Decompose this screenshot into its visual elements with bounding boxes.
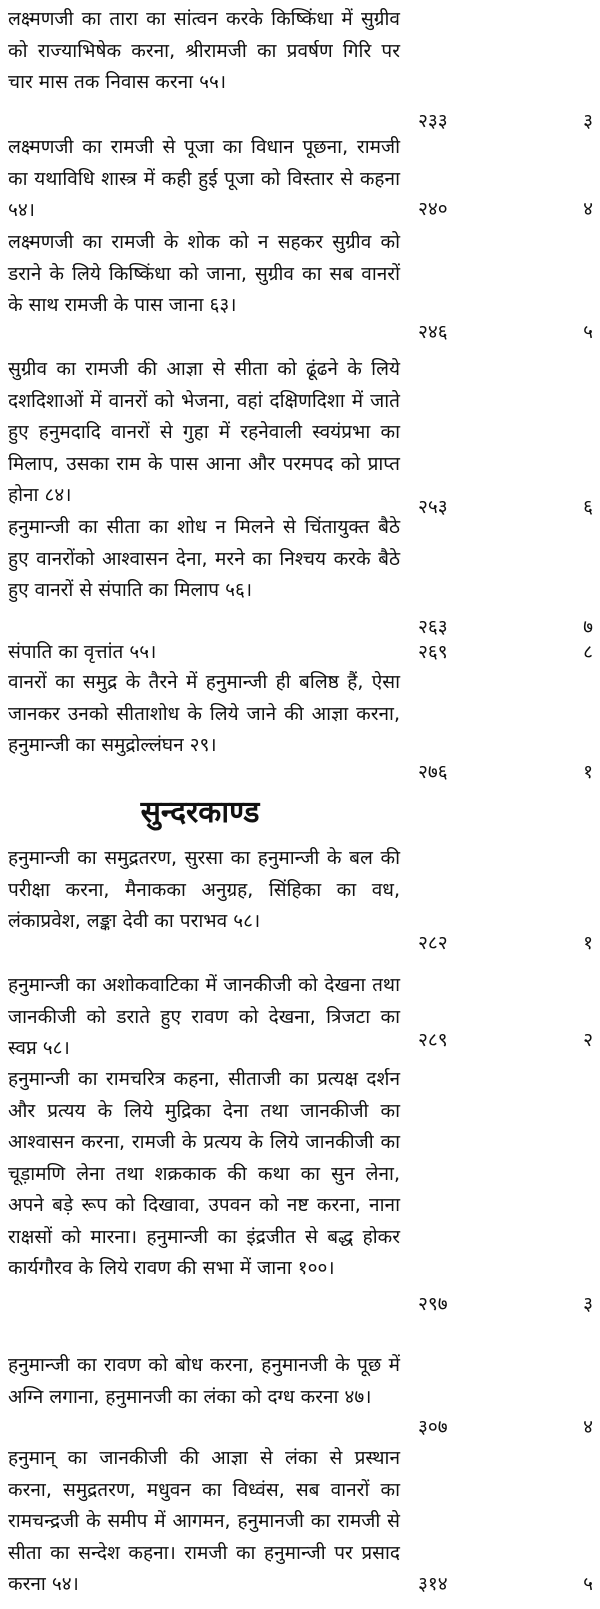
entry-description: लक्ष्मणजी का रामजी के शोक को न सहकर सुग्रीव को डराने के लिये किष्किंधा को जाना, सुग्रीव का सब वानरों के साथ रामजी के पास जाना ६३। [8,231,400,316]
page-number: २८९ [418,1029,448,1051]
page-number: २८२ [418,932,448,954]
page-number: २६९ [418,641,448,663]
sarga-number: ८ [583,641,593,663]
sarga-number: २ [583,1029,593,1051]
sarga-number: १ [583,932,593,954]
sarga-number: ५ [583,1573,593,1595]
entry-description: सुग्रीव का रामजी की आज्ञा से सीता को ढूंढने के लिये दशदिशाओं में वानरों को भेजना, वहां दक्षिणदिशा में जाते हुए हनुमदादि वानरों से गुहा में रहनेवाली स्वयंप्रभा का मिलाप, उसका राम के पास आना और परमपद को प्राप्त होना ८४। [8,358,400,506]
entry-description: हनुमान् का जानकीजी की आज्ञा से लंका से प्रस्थान करना, समुद्रतरण, मधुवन का विध्वंस, सब वानरों का रामचन्द्रजी के समीप में आगमन, हनुमानजी का रामजी से सीता का सन्देश कहना। रामजी का हनुमान्जी पर प्रसाद करना ५४। [8,1447,400,1595]
entry-description: हनुमान्जी का सीता का शोध न मिलने से चिंतायुक्त बैठे हुए वानरोंको आश्वासन देना, मरने का निश्चय करके बैठे हुए वानरों से संपाति का मिलाप ५६। [8,516,400,601]
page-number: २४० [418,198,448,220]
section-heading: सुन्दरकाण्ड [140,795,260,830]
sarga-number: १ [583,761,593,783]
entry-description: लक्ष्मणजी का रामजी से पूजा का विधान पूछना, रामजी का यथाविधि शास्त्र में कही हुई पूजा को विस्तार से कहना ५४। [8,136,400,221]
page-number: २९७ [418,1293,448,1315]
entry-description: हनुमान्जी का रावण को बोध करना, हनुमानजी के पूछ में अग्नि लगाना, हनुमानजी का लंका को दग्ध करना ४७। [8,1354,400,1408]
page-number: २६३ [418,616,448,638]
page-number: २७६ [418,761,448,783]
sarga-number: ४ [583,198,593,220]
page-number: २५३ [418,496,448,518]
page-number: २३३ [418,110,448,132]
entry-description: लक्ष्मणजी का तारा का सांत्वन करके किष्किंधा में सुग्रीव को राज्याभिषेक करना, श्रीरामजी का प्रवर्षण गिरि पर चार मास तक निवास करना ५५। [8,8,400,93]
sarga-number: ४ [583,1416,593,1438]
sarga-number: ६ [583,496,593,518]
sarga-number: ५ [583,321,593,343]
entry-description: संपाति का वृत्तांत ५५। [8,641,157,663]
entry-description: हनुमान्जी का रामचरित्र कहना, सीताजी का प्रत्यक्ष दर्शन और प्रत्यय के लिये मुद्रिका देना तथा जानकीजी का आश्वासन करना, रामजी के प्रत्यय के लिये जानकीजी का चूड़ामणि लेना तथा शक्रकाक की कथा का सुन लेना, अपने बड़े रूप को दिखावा, उपवन को नष्ट करना, नाना राक्षसों को मारना। हनुमान्जी का इंद्रजीत से बद्ध होकर कार्यगौरव के लिये रावण की सभा में जाना १००। [8,1068,400,1279]
page-number: २४६ [418,321,448,343]
page-number: ३१४ [418,1573,448,1595]
sarga-number: ३ [583,1293,593,1315]
sarga-number: ७ [583,616,593,638]
entry-description: हनुमान्जी का अशोकवाटिका में जानकीजी को देखना तथा जानकीजी को डराते हुए रावण को देखना, त्रिजटा का स्वप्न ५८। [8,974,400,1059]
entry-description: वानरों का समुद्र के तैरने में हनुमान्जी ही बलिष्ठ हैं, ऐसा जानकर उनको सीताशोध के लिये जाने की आज्ञा करना, हनुमान्जी का समुद्रोल्लंघन २९। [8,671,400,756]
sarga-number: ३ [583,110,593,132]
entry-description: हनुमान्जी का समुद्रतरण, सुरसा का हनुमान्जी के बल की परीक्षा करना, मैनाकका अनुग्रह, सिंहिका का वध, लंकाप्रवेश, लङ्का देवी का पराभव ५८। [8,847,400,932]
page-number: ३०७ [418,1416,448,1438]
